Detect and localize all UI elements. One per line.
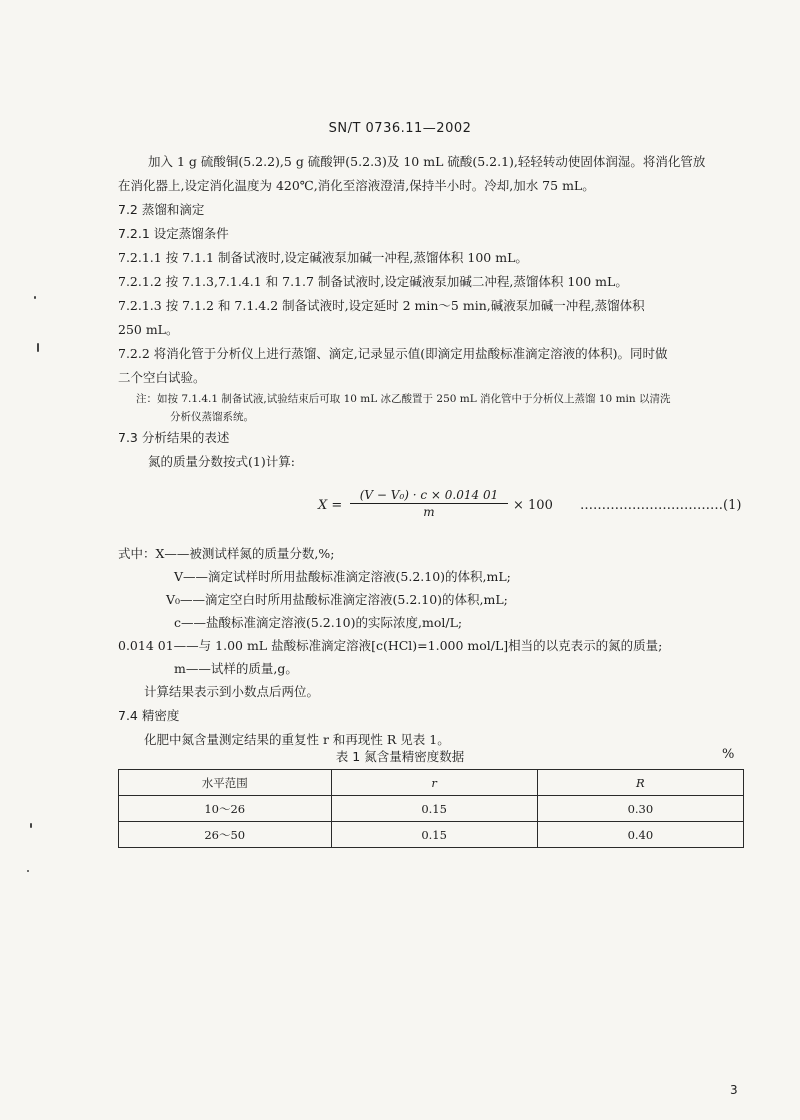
rounding-rule: 计算结果表示到小数点后两位。 [144, 684, 320, 699]
scan-speck [37, 343, 39, 352]
section-heading-7-3: 7.3 分析结果的表述 [118, 430, 230, 445]
clause-7-2-2: 7.2.2 将消化管于分析仪上进行蒸馏、滴定,记录显示值(即滴定用盐酸标准滴定溶液的体积)。同时做 [118, 346, 668, 361]
table-row [119, 822, 744, 848]
scan-speck [30, 823, 32, 828]
table-cell: 10～26 [119, 796, 332, 822]
formula-denominator: m [423, 505, 435, 519]
note-line: 分析仪蒸馏系统。 [170, 411, 254, 423]
section-heading-7-4: 7.4 精密度 [118, 708, 180, 723]
column-header: r [331, 770, 537, 796]
table-cell: 0.30 [537, 796, 743, 822]
formula-1 [118, 488, 750, 530]
variable-list [118, 542, 750, 680]
table-caption: 表 1 氮含量精密度数据 [335, 749, 465, 764]
scan-speck [27, 870, 29, 872]
precision-table [118, 769, 744, 848]
formula-fraction [350, 488, 508, 519]
standard-header: SN/T 0736.11—2002 [328, 121, 472, 136]
table-cell: 0.40 [537, 822, 743, 848]
formula-numerator: (V − V₀) · c × 0.014 01 [350, 488, 508, 504]
variable-x: 式中：X——被测试样氮的质量分数,%; [118, 546, 335, 561]
variable-v: V——滴定试样时所用盐酸标准滴定溶液(5.2.10)的体积,mL; [174, 569, 511, 584]
clause-7-2-1-3: 7.2.1.3 按 7.1.2 和 7.1.4.2 制备试液时,设定延时 2 min～5 min,碱液泵加碱一冲程,蒸馏体积 [118, 298, 645, 313]
note-line: 注：如按 7.1.4.1 制备试液,试验结束后可取 10 mL 冰乙酸置于 250 mL 消化管中于分析仪上蒸馏 10 min 以清洗 [136, 393, 671, 405]
calc-intro: 氮的质量分数按式(1)计算: [148, 454, 295, 469]
precision-text: 化肥中氮含量测定结果的重复性 r 和再现性 R 见表 1。 [144, 732, 450, 747]
formula-lhs: X = [318, 498, 343, 513]
page-number: 3 [730, 1083, 738, 1097]
paragraph-line: 加入 1 g 硫酸铜(5.2.2),5 g 硫酸钾(5.2.3)及 10 mL 硫酸(5.2.1),轻轻转动使固体润湿。将消化管放 [148, 154, 706, 169]
clause-7-2-1-2: 7.2.1.2 按 7.1.3,7.1.4.1 和 7.1.7 制备试液时,设定碱液泵加碱二冲程,蒸馏体积 100 mL。 [118, 274, 628, 289]
formula-multiplier: × 100 [513, 498, 553, 513]
column-header: R [537, 770, 743, 796]
variable-v0: V₀——滴定空白时所用盐酸标准滴定溶液(5.2.10)的体积,mL; [166, 592, 508, 607]
variable-m: m——试样的质量,g。 [174, 661, 298, 676]
table-unit: % [722, 747, 735, 762]
page-body [118, 150, 750, 752]
table-cell: 0.15 [331, 796, 537, 822]
clause-7-2-2-cont: 二个空白试验。 [118, 370, 206, 385]
table-cell: 0.15 [331, 822, 537, 848]
table-cell: 26～50 [119, 822, 332, 848]
column-header: 水平范围 [119, 770, 332, 796]
variable-constant: 0.014 01——与 1.00 mL 盐酸标准滴定溶液[c(HCl)=1.000 mol/L]相当的以克表示的氮的质量; [118, 638, 663, 653]
section-heading-7-2-1: 7.2.1 设定蒸馏条件 [118, 226, 229, 241]
clause-7-2-1-1: 7.2.1.1 按 7.1.1 制备试液时,设定碱液泵加碱一冲程,蒸馏体积 100 mL。 [118, 250, 528, 265]
table-row [119, 796, 744, 822]
clause-7-2-1-3-cont: 250 mL。 [118, 322, 179, 337]
formula-number: ……………………………(1) [580, 498, 742, 513]
variable-c: c——盐酸标准滴定溶液(5.2.10)的实际浓度,mol/L; [174, 615, 463, 630]
paragraph-line: 在消化器上,设定消化温度为 420℃,消化至溶液澄清,保持半小时。冷却,加水 75 mL。 [118, 178, 595, 193]
section-heading-7-2: 7.2 蒸馏和滴定 [118, 202, 205, 217]
table-header-row [119, 770, 744, 796]
scan-speck [34, 296, 36, 299]
